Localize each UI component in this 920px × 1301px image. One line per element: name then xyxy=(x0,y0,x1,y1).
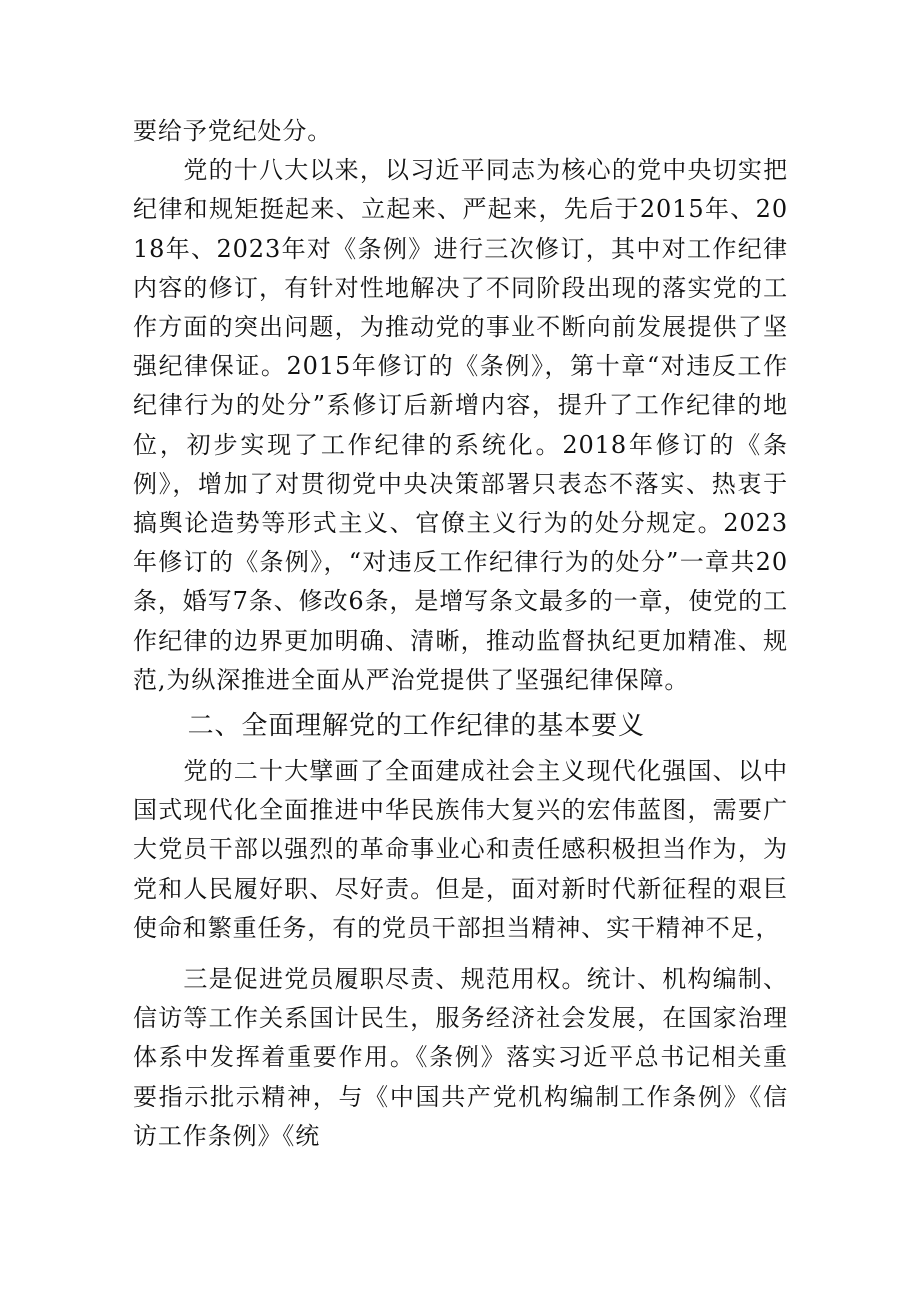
paragraph-point-three: 三是促进党员履职尽责、规范用权。统计、机构编制、信访等工作关系国计民生，服务经济社会发展，在国家治理体系中发挥着重要作用。《条例》落实习近平总书记相关重要指示批示精神，与《中国共产党机构编制工作条例》《信访工作条例》《统 xyxy=(133,965,788,1150)
section-heading: 二、全面理解党的工作纪律的基本要义 xyxy=(187,711,645,742)
paragraph-continuation: 要给予党纪处分。 xyxy=(133,117,333,145)
document-body xyxy=(133,112,788,1156)
paragraph-revisions: 党的十八大以来，以习近平同志为核心的党中央切实把纪律和规矩挺起来、立起来、严起来，先后于2015年、2018年、2023年对《条例》进行三次修订，其中对工作纪律内容的修订，有针对性地解决了不同阶段出现的落实党的工作方面的突出问题，为推动党的事业不断向前发展提供了坚强纪律保证。2015年修订的《条例》，第十章“对违反工作纪律行为的处分”系修订后新增内容，提升了工作纪律的地位，初步实现了工作纪律的系统化。2018年修订的《条例》，增加了对贯彻党中央决策部署只表态不落实、热衷于搞舆论造势等形式主义、官僚主义行为的处分规定。2023年修订的《条例》，“对违反工作纪律行为的处分”一章共20条，婚写7条、修改6条，是增写条文最多的一章，使党的工作纪律的边界更加明确、清晰，推动监督执纪更加精准、规范,为纵深推进全面从严治党提供了坚强纪律保障。 xyxy=(133,156,788,694)
paragraph-twentieth-congress: 党的二十大擘画了全面建成社会主义现代化强国、以中国式现代化全面推进中华民族伟大复兴的宏伟蓝图，需要广大党员干部以强烈的革命事业心和责任感积极担当作为，为党和人民履好职、尽好责。但是，面对新时代新征程的艰巨使命和繁重任务，有的党员干部担当精神、实干精神不足， xyxy=(133,757,788,942)
